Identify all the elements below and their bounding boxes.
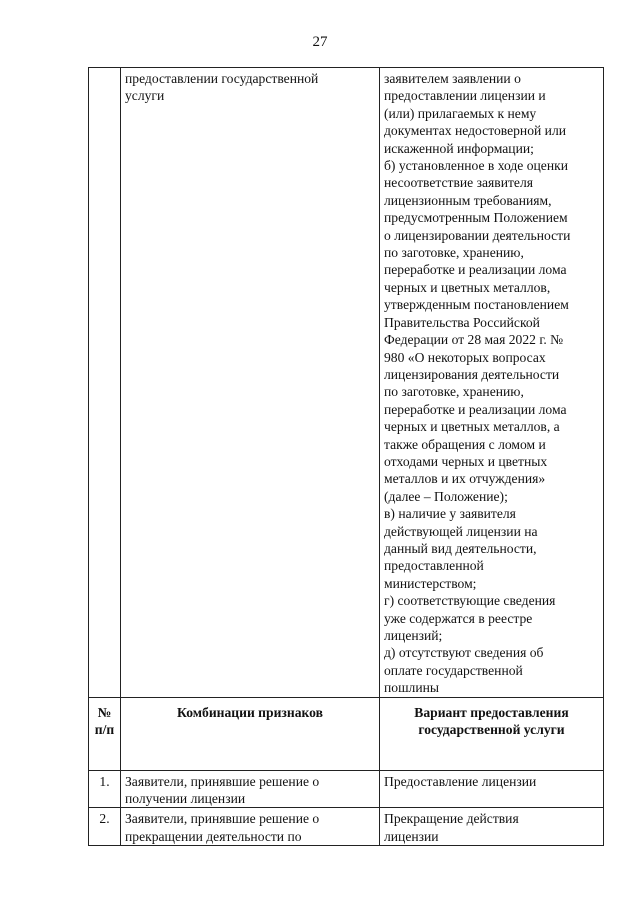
services-table [88,67,604,846]
page-number: 27 [312,34,328,50]
column-header-signs: Комбинации признаков [121,697,380,770]
row-number-cell: 2. [89,808,121,846]
variant-cell: Прекращение действия лицензии [380,808,604,846]
row-number-cell [89,68,121,698]
signs-cell: Заявители, принявшие решение о прекращении деятельности по [121,808,380,846]
table-row-continuation [89,68,604,698]
table-row [89,770,604,808]
signs-cell: предоставлении государственной услуги [121,68,380,698]
variant-cell: заявителем заявлении о предоставлении лицензии и (или) прилагаемых к нему документах недостоверной или искаженной информации; б) установленное в ходе оценки несоответствие заявителя лицензионным требованиям, предусмотренным Положением о лицензировании деятельности по заготовке, хранению, переработке и реализации лома черных и цветных металлов, утвержденным постановлением Правительства Российской Федерации от 28 мая 2022 г. № 980 «О некоторых вопросах лицензирования деятельности по заготовке, хранению, переработке и реализации лома черных и цветных металлов, а также обращения с ломом и отходами черных и цветных металлов и их отчуждения» (далее – Положение); в) наличие у заявителя действующей лицензии на данный вид деятельности, предоставленной министерством; г) соответствующие сведения уже содержатся в реестре лицензий; д) отсутствуют сведения об оплате государственной пошлины [380,68,604,698]
column-header-variant: Вариант предоставления государственной услуги [380,697,604,770]
row-number-cell: 1. [89,770,121,808]
signs-cell: Заявители, принявшие решение о получении лицензии [121,770,380,808]
variant-cell: Предоставление лицензии [380,770,604,808]
column-header-number: № п/п [89,697,121,770]
table-header-row [89,697,604,770]
table-row [89,808,604,846]
